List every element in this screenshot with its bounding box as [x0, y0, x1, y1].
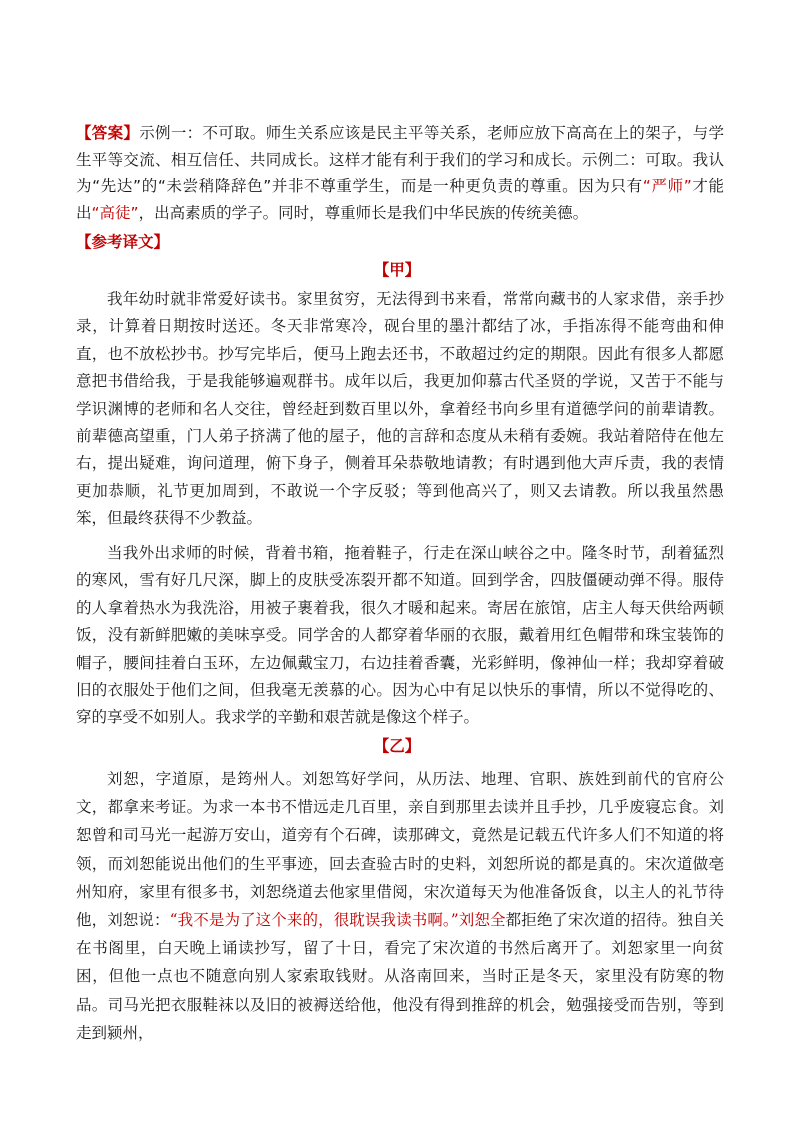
- answer-text-part2: 才能出: [76, 177, 725, 222]
- jia-paragraph-2-text: 当我外出求师的时候，背着书箱，拖着鞋子，行走在深山峡谷之中。隆冬时节，刮着猛烈的寒风，雪有好几尺深，脚上的皮肤受冻裂开都不知道。回到学舍，四肢僵硬动弹不得。服侍的人拿着热水为我洗浴，用被子裹着我，很久才暖和起来。寄居在旅馆，店主人每天供给两顿饭，没有新鲜肥嫩的美味享受。同学舍的人都穿着华丽的衣服，戴着用红色帽带和珠宝装饰的帽子，腰间挂着白玉环，左边佩戴宝刀，右边挂着香囊，光彩鲜明，像神仙一样；我却穿着破旧的衣服处于他们之间，但我毫无羡慕的心。因为心中有足以快乐的事情，所以不觉得吃的、穿的享受不如别人。我求学的辛勤和艰苦就是像这个样子。: [76, 544, 724, 727]
- answer-quote-strict-teacher: “严师”: [642, 177, 692, 195]
- reference-translation-label: 【参考译文】: [76, 233, 170, 251]
- section-yi-heading: 【乙】: [373, 737, 421, 755]
- answer-paragraph: [76, 120, 724, 226]
- answer-quote-good-student: “高徒”: [91, 203, 139, 222]
- yi-text-part-a: 刘恕，字道原，是筠州人。刘恕笃好学问，从历法、地理、官职、族姓到前代的官府公文，都拿来考证。为求一本书不惜远走几百里，亲自到那里去读并且手抄，几乎废寝忘食。刘恕曾和司马光一起游万安山，道旁有个石碑，读那碑文，竟然是记载五代许多人们不知道的将领，而刘恕能说出他们的生平事迹，回去查验古时的史料，刘恕所说的都是真的。宋次道做亳州知府，家里有很多书，刘恕绕道去他家里借阅，宋次道每天为他准备饭食，以主人的礼节待他，刘恕说：: [76, 770, 724, 930]
- section-jia-paragraph-1: [76, 286, 724, 533]
- answer-text-part3: ，出高素质的学子。同时，尊重师长是我们中华民族的传统美德。: [138, 203, 589, 222]
- section-yi-paragraph-1: [76, 765, 724, 1047]
- yi-quote-liu-shu: “我不是为了这个来的，很耽误我读书啊。”刘恕全: [169, 911, 506, 930]
- answer-text-part1: 示例一：不可取。师生关系应该是民主平等关系，老师应放下高高在上的架子，与学生平等交流、相互信任、共同成长。这样才能有利于我们的学习和成长。示例二：可取。我认为“先达”的“未尝稍降辞色”并非不尊重学生，而是一种更负责的尊重。因为只有: [76, 124, 724, 195]
- yi-text-part-b: 都拒绝了宋次道的招待。独自关在书阁里，白天晚上诵读抄写，留了十日，看完了宋次道的书然后离开了。刘恕家里一向贫困，但他一点也不随意向别人家索取钱财。从洛南回来，当时正是冬天，家里没有防寒的物品。司马光把衣服鞋袜以及旧的被褥送给他，他没有得到推辞的机会，勉强接受而告别，等到走到颍州，: [76, 911, 724, 1042]
- section-jia-heading: 【甲】: [373, 261, 421, 279]
- jia-paragraph-1-text: 我年幼时就非常爱好读书。家里贫穷，无法得到书来看，常常向藏书的人家求借，亲手抄录，计算着日期按时送还。冬天非常寒冷，砚台里的墨汁都结了冰，手指冻得不能弯曲和伸直，也不放松抄书。抄写完毕后，便马上跑去还书，不敢超过约定的期限。因此有很多人都愿意把书借给我，于是我能够遍观群书。成年以后，我更加仰慕古代圣贤的学说，又苦于不能与学识渊博的老师和名人交往，曾经赶到数百里以外，拿着经书向乡里有道德学问的前辈请教。前辈德高望重，门人弟子挤满了他的屋子，他的言辞和态度从未稍有委婉。我站着陪侍在他左右，提出疑难，询问道理，俯下身子，侧着耳朵恭敬地请教；有时遇到他大声斥责，我的表情更加恭顺，礼节更加周到，不敢说一个字反驳；等到他高兴了，则又去请教。所以我虽然愚笨，但最终获得不少教益。: [76, 290, 724, 528]
- section-jia-paragraph-2: [76, 540, 724, 732]
- yi-paragraph-1-text: [76, 765, 724, 1047]
- answer-label: 【答案】: [76, 124, 140, 142]
